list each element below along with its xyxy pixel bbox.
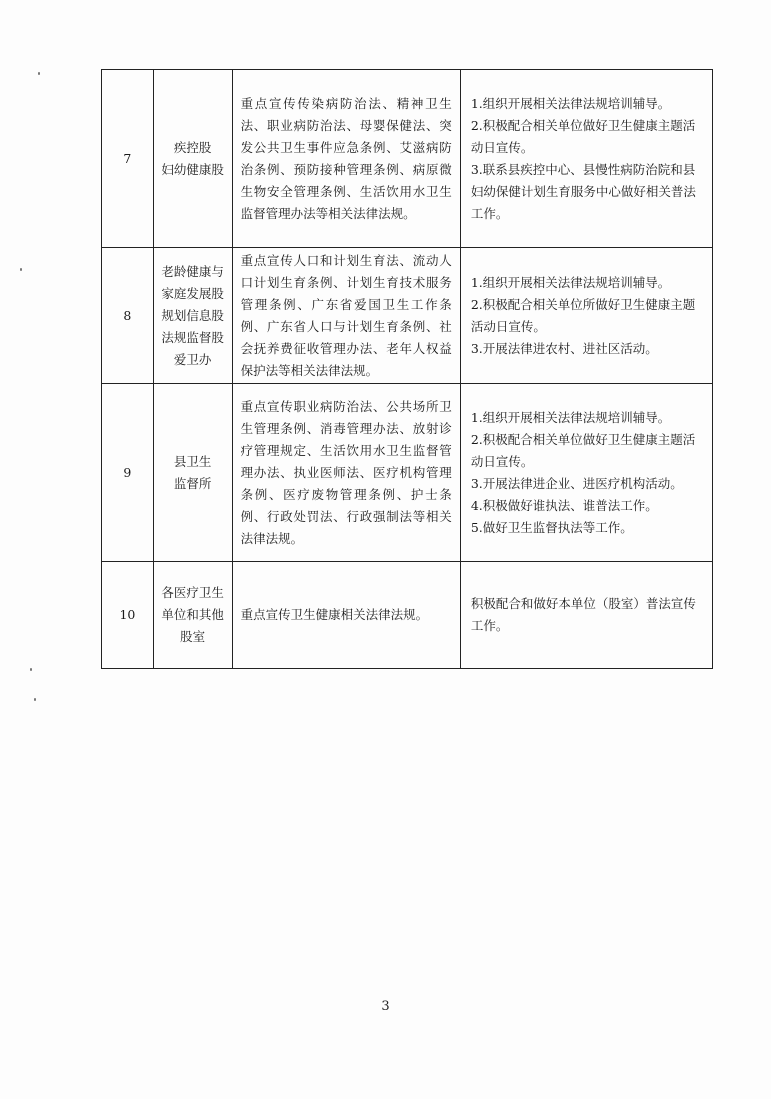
task-item: 3.开展法律进企业、进医疗机构活动。 [470,475,683,491]
laws-cell: 重点宣传卫生健康相关法律法规。 [233,562,461,668]
row-number: 10 [102,562,154,668]
department-cell [154,248,233,383]
row-number: 7 [102,70,154,247]
scan-speck [30,668,32,671]
department-line: 监督所 [173,475,212,491]
department-line: 老龄健康与 [161,263,224,279]
tasks-cell [461,384,712,561]
task-item: 3.开展法律进农村、进社区活动。 [470,340,658,356]
department-line: 单位和其他 [161,607,224,622]
laws-cell: 重点宣传传染病防治法、精神卫生法、职业病防治法、母婴保健法、突发公共卫生事件应急条例、艾滋病防治条例、预防接种管理条例、病原微生物安全管理条例、生活饮用水卫生监督管理办法等相关法律法规。 [233,70,461,247]
department-line: 妇幼健康股 [161,161,224,177]
laws-cell: 重点宣传人口和计划生育法、流动人口计划生育条例、计划生育技术服务管理条例、广东省爱国卫生工作条例、广东省人口与计划生育条例、社会抚养费征收管理办法、老年人权益保护法等相关法律法规。 [233,248,461,383]
row-number: 8 [102,248,154,383]
department-line: 规划信息股 [161,307,224,323]
tasks-cell [461,248,712,383]
task-item: 1.组织开展相关法律法规培训辅导。 [470,409,671,425]
department-line: 疾控股 [173,139,212,155]
task-item: 2.积极配合相关单位做好卫生健康主题活动日宣传。 [470,431,696,469]
department-line: 县卫生 [173,453,212,469]
task-item: 4.积极做好谁执法、谁普法工作。 [470,497,658,513]
tasks-cell [461,70,712,247]
department-line: 爱卫办 [173,351,212,367]
scan-speck [34,698,36,701]
table-row [102,562,712,668]
task-item: 积极配合和做好本单位（股室）普法宣传工作。 [470,596,696,633]
department-line: 股室 [180,629,206,644]
laws-cell: 重点宣传职业病防治法、公共场所卫生管理条例、消毒管理办法、放射诊疗管理规定、生活饮用水卫生监督管理办法、执业医师法、医疗机构管理条例、医疗废物管理条例、护士条例、行政处罚法、行政强制法等相关法律法规。 [233,384,461,561]
department-cell [154,562,233,668]
page-number: 3 [381,999,390,1014]
scan-speck [38,72,40,75]
task-item: 2.积极配合相关单位做好卫生健康主题活动日宣传。 [470,117,696,155]
scan-speck [20,268,22,271]
department-line: 各医疗卫生 [161,585,224,600]
department-line: 家庭发展股 [161,285,224,301]
tasks-cell [461,562,712,668]
department-cell [154,70,233,247]
department-cell [154,384,233,561]
row-number: 9 [102,384,154,561]
task-item: 3.联系县疾控中心、县慢性病防治院和县妇幼保健计划生育服务中心做好相关普法工作。 [470,161,696,221]
task-item: 2.积极配合相关单位所做好卫生健康主题活动日宣传。 [470,296,696,334]
department-line: 法规监督股 [161,329,224,345]
task-item: 5.做好卫生监督执法等工作。 [470,519,633,535]
table-row [102,384,712,562]
law-publicity-table [101,69,713,669]
table-row [102,248,712,384]
task-item: 1.组织开展相关法律法规培训辅导。 [470,95,671,111]
task-item: 1.组织开展相关法律法规培训辅导。 [470,274,671,290]
table-row [102,70,712,248]
